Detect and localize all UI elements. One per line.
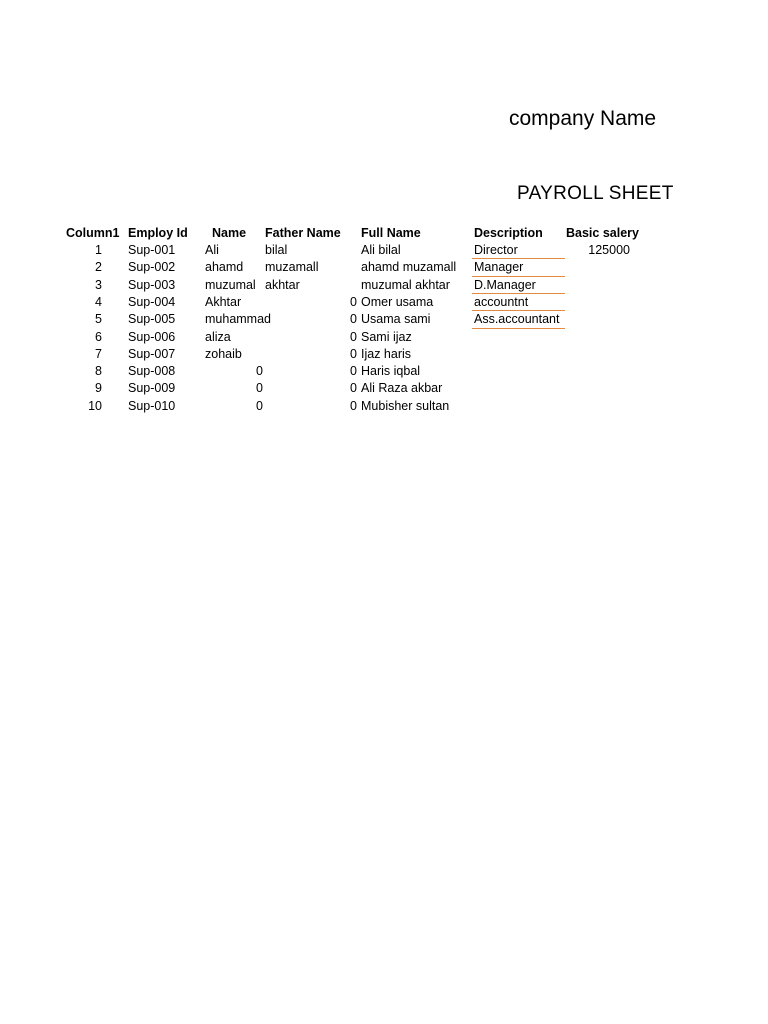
cell-id[interactable]: Sup-004 [128, 294, 176, 309]
cell-no[interactable]: 6 [95, 329, 102, 344]
cell-no[interactable]: 5 [95, 312, 102, 327]
cell-zero1[interactable]: 0 [256, 364, 263, 379]
cell-zero2[interactable]: 0 [350, 294, 357, 309]
cell-id[interactable]: Sup-010 [128, 398, 176, 413]
cell-father[interactable]: akhtar [265, 277, 300, 292]
cell-zero2[interactable]: 0 [350, 398, 357, 413]
header-father-name: Father Name [265, 226, 341, 240]
cell-zero2[interactable]: 0 [350, 364, 357, 379]
cell-zero2[interactable]: 0 [350, 329, 357, 344]
description-underline [472, 328, 565, 329]
cell-no[interactable]: 3 [95, 277, 102, 292]
cell-desc[interactable]: accountnt [474, 294, 529, 309]
cell-id[interactable]: Sup-001 [128, 243, 176, 257]
cell-name[interactable]: Ali [205, 243, 219, 257]
header-description: Description [474, 226, 543, 240]
cell-no[interactable]: 7 [95, 346, 102, 361]
cell-id[interactable]: Sup-005 [128, 312, 176, 327]
cell-full[interactable]: Haris iqbal [361, 364, 421, 379]
cell-name[interactable]: ahamd [205, 260, 244, 275]
header-employ-id: Employ Id [128, 226, 188, 240]
cell-full[interactable]: Usama sami [361, 312, 431, 327]
cell-id[interactable]: Sup-007 [128, 346, 176, 361]
cell-father[interactable]: muzamall [265, 260, 319, 275]
cell-id[interactable]: Sup-006 [128, 329, 176, 344]
cell-name[interactable]: Akhtar [205, 294, 242, 309]
cell-desc[interactable]: D.Manager [474, 277, 536, 292]
cell-zero1[interactable]: 0 [256, 398, 263, 413]
cell-no[interactable]: 9 [95, 381, 102, 396]
company-name-heading: company Name [509, 107, 657, 130]
cell-zero2[interactable]: 0 [350, 381, 357, 396]
cell-father[interactable]: bilal [265, 243, 288, 257]
cell-name[interactable]: aliza [205, 329, 231, 344]
cell-full[interactable]: Ali Raza akbar [361, 381, 443, 396]
cell-full[interactable]: muzumal akhtar [361, 277, 450, 292]
cell-salary[interactable]: 125000 [588, 243, 630, 257]
header-column1: Column1 [66, 226, 120, 240]
cell-name[interactable]: muzumal [205, 277, 256, 292]
cell-full[interactable]: Sami ijaz [361, 329, 412, 344]
cell-desc[interactable]: Ass.accountant [474, 312, 560, 327]
cell-zero1[interactable]: 0 [256, 381, 263, 396]
cell-desc[interactable]: Manager [474, 260, 524, 275]
cell-full[interactable]: Omer usama [361, 294, 434, 309]
cell-name[interactable]: zohaib [205, 346, 242, 361]
header-name: Name [212, 226, 247, 240]
cell-no[interactable]: 1 [95, 243, 102, 257]
cell-full[interactable]: Ali bilal [361, 243, 401, 257]
cell-name[interactable]: muhammad [205, 312, 271, 327]
cell-id[interactable]: Sup-002 [128, 260, 176, 275]
cell-zero2[interactable]: 0 [350, 346, 357, 361]
cell-full[interactable]: Mubisher sultan [361, 398, 450, 413]
cell-id[interactable]: Sup-009 [128, 381, 176, 396]
cell-no[interactable]: 2 [95, 260, 102, 275]
cell-id[interactable]: Sup-003 [128, 277, 176, 292]
cell-no[interactable]: 4 [95, 294, 102, 309]
cell-no[interactable]: 10 [88, 398, 102, 413]
cell-no[interactable]: 8 [95, 364, 102, 379]
payroll-sheet-title: PAYROLL SHEET [517, 183, 674, 204]
cell-zero2[interactable]: 0 [350, 312, 357, 327]
cell-full[interactable]: Ijaz haris [361, 346, 412, 361]
cell-desc[interactable]: Director [474, 243, 518, 257]
header-full-name: Full Name [361, 226, 421, 240]
cell-id[interactable]: Sup-008 [128, 364, 176, 379]
cell-full[interactable]: ahamd muzamall [361, 260, 457, 275]
header-basic-salery: Basic salery [566, 226, 639, 240]
